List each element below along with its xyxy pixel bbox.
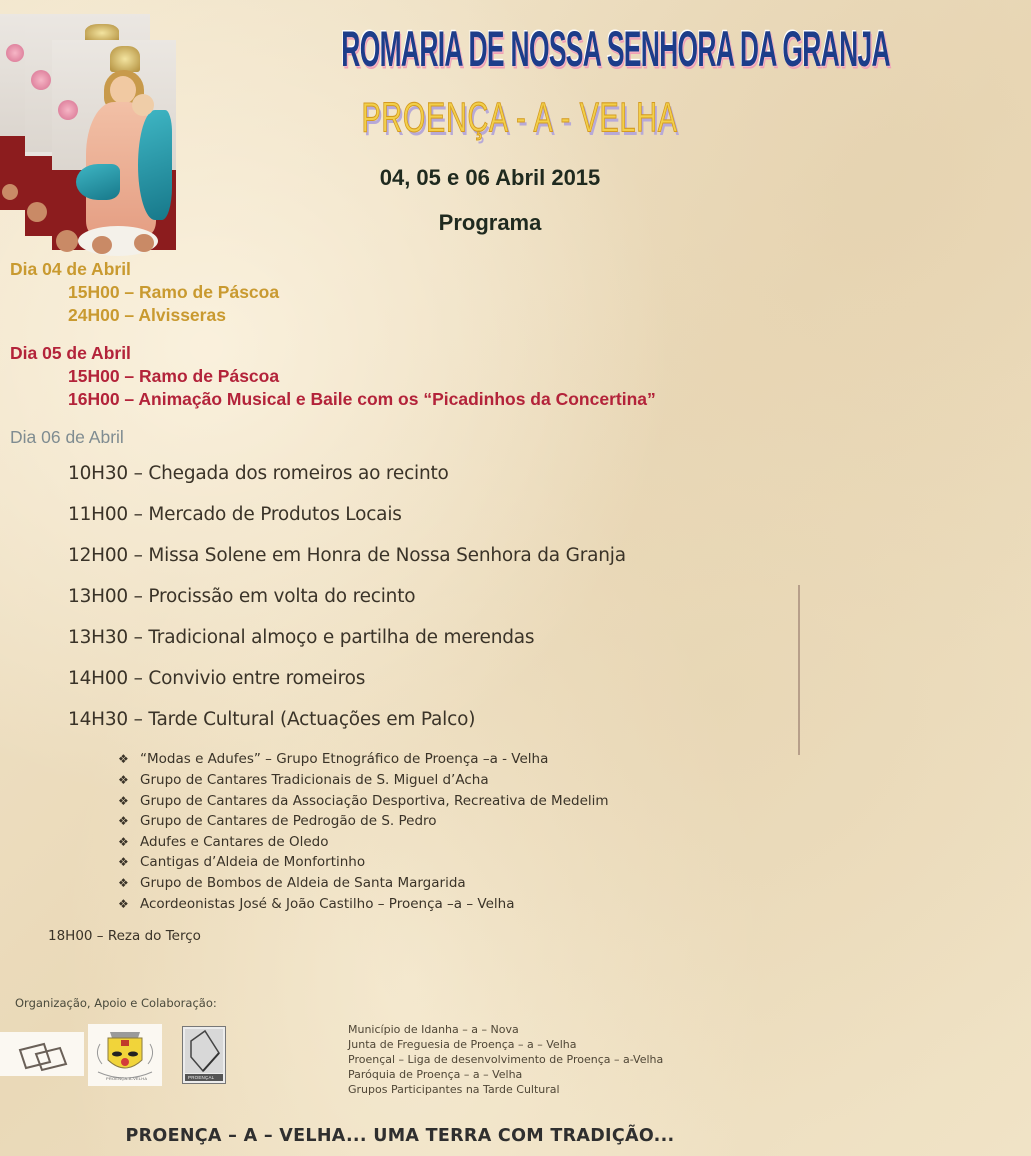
event-item: 15H00 – Ramo de Páscoa (68, 282, 280, 302)
day-heading-05: Dia 05 de Abril (10, 343, 131, 363)
event-dates: 04, 05 e 06 Abril 2015 (379, 165, 601, 190)
performer-name: Grupo de Cantares da Associação Desportiva, Recreativa de Medelim (140, 793, 609, 809)
sponsor-item: Junta de Freguesia de Proença – a – Velha (348, 1038, 577, 1051)
sponsor-list (348, 1022, 663, 1097)
page-title: ROMARIA DE NOSSA SENHORA DA GRANJA (341, 22, 890, 77)
coat-of-arms-logo (88, 1024, 162, 1086)
event-item: 14H30 – Tarde Cultural (Actuações em Palco) (68, 709, 476, 730)
organization-label: Organização, Apoio e Colaboração: (15, 996, 217, 1010)
diamond-bullet-icon: ❖ (118, 855, 129, 869)
event-item: 24H00 – Alvisseras (68, 305, 226, 325)
footer-slogan: PROENÇA – A – VELHA... UMA TERRA COM TRADIÇÃO... (125, 1126, 675, 1146)
event-item: 16H00 – Animação Musical e Baile com os “Picadinhos da Concertina” (68, 389, 656, 409)
diamond-bullet-icon: ❖ (118, 897, 129, 911)
event-item: 11H00 – Mercado de Produtos Locais (68, 504, 402, 525)
location-text: PROENÇA - A - VELHA (361, 94, 678, 142)
diamond-bullet-icon: ❖ (118, 814, 129, 828)
statue-photo-front (52, 40, 176, 250)
performer-item (118, 834, 329, 850)
sponsor-item: Município de Idanha – a – Nova (348, 1023, 519, 1036)
location-subtitle (300, 96, 680, 141)
performer-name: Grupo de Cantares de Pedrogão de S. Pedro (140, 813, 437, 829)
performer-item (118, 772, 489, 788)
sponsor-item: Paróquia de Proença – a – Velha (348, 1068, 523, 1081)
performer-item (118, 793, 609, 809)
performer-item (118, 896, 514, 912)
proencal-emblem-logo (182, 1026, 226, 1084)
performer-name: Grupo de Cantares Tradicionais de S. Miguel d’Acha (140, 772, 489, 788)
event-item: 12H00 – Missa Solene em Honra de Nossa Senhora da Granja (68, 545, 626, 566)
diamond-bullet-icon: ❖ (118, 752, 129, 766)
diamond-bullet-icon: ❖ (118, 876, 129, 890)
event-item: 15H00 – Ramo de Páscoa (68, 366, 280, 386)
section-heading: Programa (438, 210, 542, 235)
performer-name: Acordeonistas José & João Castilho – Proença –a – Velha (140, 896, 515, 912)
event-item: 14H00 – Convivio entre romeiros (68, 668, 366, 689)
performer-name: “Modas e Adufes” – Grupo Etnográfico de Proença –a - Velha (140, 751, 549, 767)
closing-event: 18H00 – Reza do Terço (48, 928, 201, 944)
day-heading-04: Dia 04 de Abril (10, 259, 131, 279)
scan-edge-mark (798, 585, 800, 755)
performer-item (118, 813, 437, 829)
performer-item (118, 751, 548, 767)
sponsor-item: Grupos Participantes na Tarde Cultural (348, 1083, 560, 1096)
sponsor-item: Proençal – Liga de desenvolvimento de Proença – a-Velha (348, 1053, 664, 1066)
performer-item (118, 854, 365, 870)
day-heading-06: Dia 06 de Abril (10, 427, 124, 447)
emblem-caption: PROENÇAL (188, 1075, 215, 1080)
proencal-logo (0, 1032, 84, 1076)
coat-of-arms-caption: PROENÇA-A-VELHA (106, 1076, 148, 1081)
diamond-bullet-icon: ❖ (118, 835, 129, 849)
performer-name: Adufes e Cantares de Oledo (140, 834, 329, 850)
performer-item (118, 875, 466, 891)
performer-name: Cantigas d’Aldeia de Monfortinho (140, 854, 366, 870)
title-container (200, 12, 890, 92)
diamond-bullet-icon: ❖ (118, 773, 129, 787)
event-item: 10H30 – Chegada dos romeiros ao recinto (68, 463, 449, 484)
event-item: 13H30 – Tradicional almoço e partilha de merendas (68, 627, 535, 648)
performer-name: Grupo de Bombos de Aldeia de Santa Margarida (140, 875, 466, 891)
diamond-bullet-icon: ❖ (118, 794, 129, 808)
event-item: 13H00 – Procissão em volta do recinto (68, 586, 416, 607)
